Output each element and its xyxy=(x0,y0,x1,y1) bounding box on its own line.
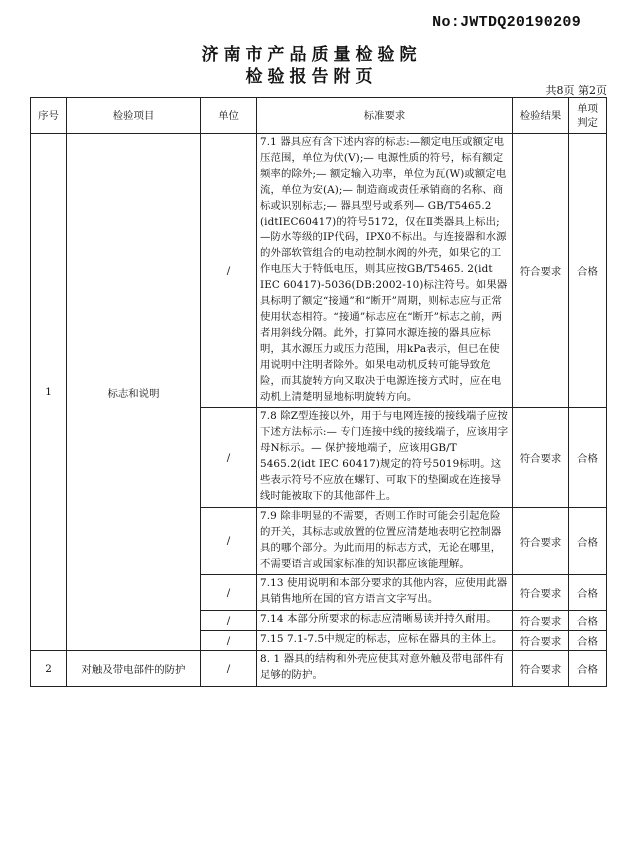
verdict-cell: 合格 xyxy=(569,134,607,408)
table-row xyxy=(31,134,607,408)
col-header-unit: 单位 xyxy=(201,98,257,134)
item-number-cell: 1 xyxy=(31,134,67,651)
item-number-cell: 2 xyxy=(31,651,67,687)
verdict-cell: 合格 xyxy=(569,611,607,631)
result-cell: 符合要求 xyxy=(513,631,569,651)
col-header-requirement: 标准要求 xyxy=(257,98,513,134)
unit-cell: / xyxy=(201,651,257,687)
verdict-cell: 合格 xyxy=(569,408,607,507)
verdict-cell: 合格 xyxy=(569,575,607,611)
result-cell: 符合要求 xyxy=(513,408,569,507)
requirement-cell: 7.14 本部分所要求的标志应清晰易读并持久耐用。 xyxy=(257,611,513,631)
verdict-cell: 合格 xyxy=(569,507,607,575)
requirement-cell: 7.8 除Z型连接以外，用于与电网连接的接线端子应按下述方法标示:— 专门连接中线的接线端子，应该用字母N标示。— 保护接地端子，应该用GB/T 5465.2(idt IEC 60417)规定的符号5019标明。这些表示符号不应放在螺钉、可取下的垫圈或在连接导线时能被取下的其他部件上。 xyxy=(257,408,513,507)
unit-cell: / xyxy=(201,575,257,611)
result-cell: 符合要求 xyxy=(513,611,569,631)
unit-cell: / xyxy=(201,507,257,575)
unit-cell: / xyxy=(201,631,257,651)
institute-title: 济南市产品质量检验院 xyxy=(201,45,422,65)
item-name-cell: 对触及带电部件的防护 xyxy=(67,651,201,687)
result-cell: 符合要求 xyxy=(513,575,569,611)
verdict-cell: 合格 xyxy=(569,631,607,651)
col-header-result: 检验结果 xyxy=(513,98,569,134)
col-header-verdict: 单项判定 xyxy=(569,98,607,134)
requirement-cell: 8. 1 器具的结构和外壳应使其对意外触及带电部件有足够的防护。 xyxy=(257,651,513,687)
result-cell: 符合要求 xyxy=(513,651,569,687)
result-cell: 符合要求 xyxy=(513,507,569,575)
requirement-cell: 7.13 使用说明和本部分要求的其他内容，应使用此器具销售地所在国的官方语言文字写出。 xyxy=(257,575,513,611)
result-cell: 符合要求 xyxy=(513,134,569,408)
table-header-row xyxy=(31,98,607,134)
verdict-cell: 合格 xyxy=(569,651,607,687)
requirement-cell: 7.1 器具应有含下述内容的标志:—额定电压或额定电压范围，单位为伏(V);— 电源性质的符号，标有额定频率的除外;— 额定输入功率，单位为瓦(W)或额定电流，单位为安(A);— 制造商或责任承销商的名称、商标或识别标志;— 器具型号或系列— GB/T5465.2 (idtIEC60417)的符号5172，仅在Ⅱ类器具上标出;—防水等级的IP代码，IPX0不标出。与连接器和水源的外部软管组合的电动控制水阀的外壳，如果它的工作电压大于特低电压，则其应按GB/T5465. 2(idt IEC 60417)-5036(DB:2002-10)标注符号。如果器具标明了额定“接通”和“断开”周期，则标志应与正常使用状态相符。“接通”标志应在“断开”标志之前，两者用斜线分隔。此外，打算同水源连接的器具应标明，其水源压力或压力范围，用kPa表示，但已在使用说明中注明者除外。如果电动机反转可能导致危险，而其旋转方向又取决于电源连接方式时，应在电动机上清楚明显地标明旋转方向。 xyxy=(257,134,513,408)
inspection-table xyxy=(30,97,607,687)
requirement-cell: 7.9 除非明显的不需要，否则工作时可能会引起危险的开关，其标志或放置的位置应清楚地表明它控制器具的哪个部分。为此而用的标志方式，无论在哪里，不需要语言或国家标准的知识都应该能理解。 xyxy=(257,507,513,575)
unit-cell: / xyxy=(201,611,257,631)
col-header-no: 序号 xyxy=(31,98,67,134)
unit-cell: / xyxy=(201,408,257,507)
unit-cell: / xyxy=(201,134,257,408)
report-subtitle: 检验报告附页 xyxy=(245,67,378,87)
page-indicator: 共8页 第2页 xyxy=(545,84,607,97)
report-number: No:JWTDQ20190209 xyxy=(432,14,581,31)
col-header-item: 检验项目 xyxy=(67,98,201,134)
requirement-cell: 7.15 7.1-7.5中规定的标志，应标在器具的主体上。 xyxy=(257,631,513,651)
item-name-cell: 标志和说明 xyxy=(67,134,201,651)
table-row xyxy=(31,651,607,687)
